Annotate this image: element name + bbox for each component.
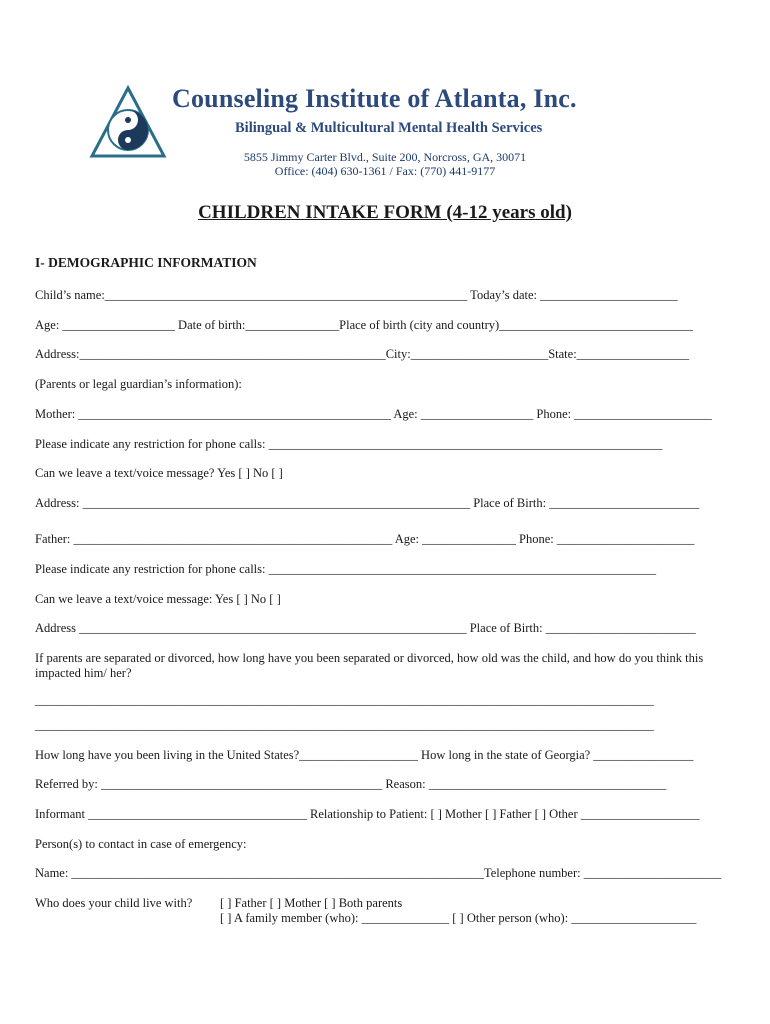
- org-contact: Office: (404) 630-1361 / Fax: (770) 441-9177: [274, 164, 496, 178]
- form-title: CHILDREN INTAKE FORM (4-12 years old): [198, 202, 572, 223]
- section-title: I- DEMOGRAPHIC INFORMATION: [35, 255, 257, 270]
- parents-info-label: (Parents or legal guardian’s information):: [35, 377, 242, 391]
- father-address-line[interactable]: Address ______________________________________________________________ Place of Birth: ________________________: [35, 621, 696, 635]
- age-dob-line[interactable]: Age: __________________ Date of birth:_______________Place of birth (city and country)_______________________________: [35, 318, 693, 332]
- referred-by-line[interactable]: Referred by: _____________________________________________ Reason: ______________________________________: [35, 777, 667, 791]
- separation-question: If parents are separated or divorced, how long have you been separated or divorced, how old was the child, and how do you think this impacted him/ her?: [35, 651, 704, 680]
- mother-restriction-line[interactable]: Please indicate any restriction for phone calls: _______________________________________________________________: [35, 437, 663, 451]
- lives-with-options[interactable]: [ ] Father [ ] Mother [ ] Both parents: [220, 896, 403, 910]
- answer-blank-line[interactable]: ___________________________________________________________________________________________________: [35, 718, 654, 732]
- lives-with-label: Who does your child live with?: [35, 896, 193, 910]
- org-address: 5855 Jimmy Carter Blvd., Suite 200, Norcross, GA, 30071: [243, 150, 527, 164]
- mother-message-line[interactable]: Can we leave a text/voice message? Yes [ ] No [ ]: [35, 466, 283, 480]
- father-restriction-line[interactable]: Please indicate any restriction for phone calls: ______________________________________________________________: [35, 562, 657, 576]
- mother-address-line[interactable]: Address: ______________________________________________________________ Place of Birth: ________________________: [35, 496, 700, 510]
- answer-blank-line[interactable]: ___________________________________________________________________________________________________: [35, 693, 654, 707]
- org-name: Counseling Institute of Atlanta, Inc.: [172, 84, 577, 113]
- address-line[interactable]: Address:_________________________________________________City:______________________State:__________________: [35, 347, 690, 361]
- father-message-line[interactable]: Can we leave a text/voice message: Yes [ ] No [ ]: [35, 592, 281, 606]
- emergency-name-line[interactable]: Name: __________________________________________________________________Telephone number: ______________________: [35, 866, 722, 880]
- child-name-line[interactable]: Child’s name:__________________________________________________________ Today’s date: ______________________: [35, 288, 678, 302]
- father-line[interactable]: Father: ___________________________________________________ Age: _______________ Phone: ______________________: [35, 532, 695, 546]
- lives-with-options[interactable]: [ ] A family member (who): ______________ [ ] Other person (who): ____________________: [220, 911, 697, 925]
- us-residence-line[interactable]: How long have you been living in the United States?___________________ How long in the state of Georgia? ________________: [35, 748, 694, 762]
- mother-line[interactable]: Mother: __________________________________________________ Age: __________________ Phone: ______________________: [35, 407, 712, 421]
- org-subtitle: Bilingual & Multicultural Mental Health Services: [235, 120, 543, 136]
- emergency-contact-label: Person(s) to contact in case of emergency:: [35, 837, 247, 851]
- informant-line[interactable]: Informant ___________________________________ Relationship to Patient: [ ] Mother [ ] Father [ ] Other ___________________: [35, 807, 700, 821]
